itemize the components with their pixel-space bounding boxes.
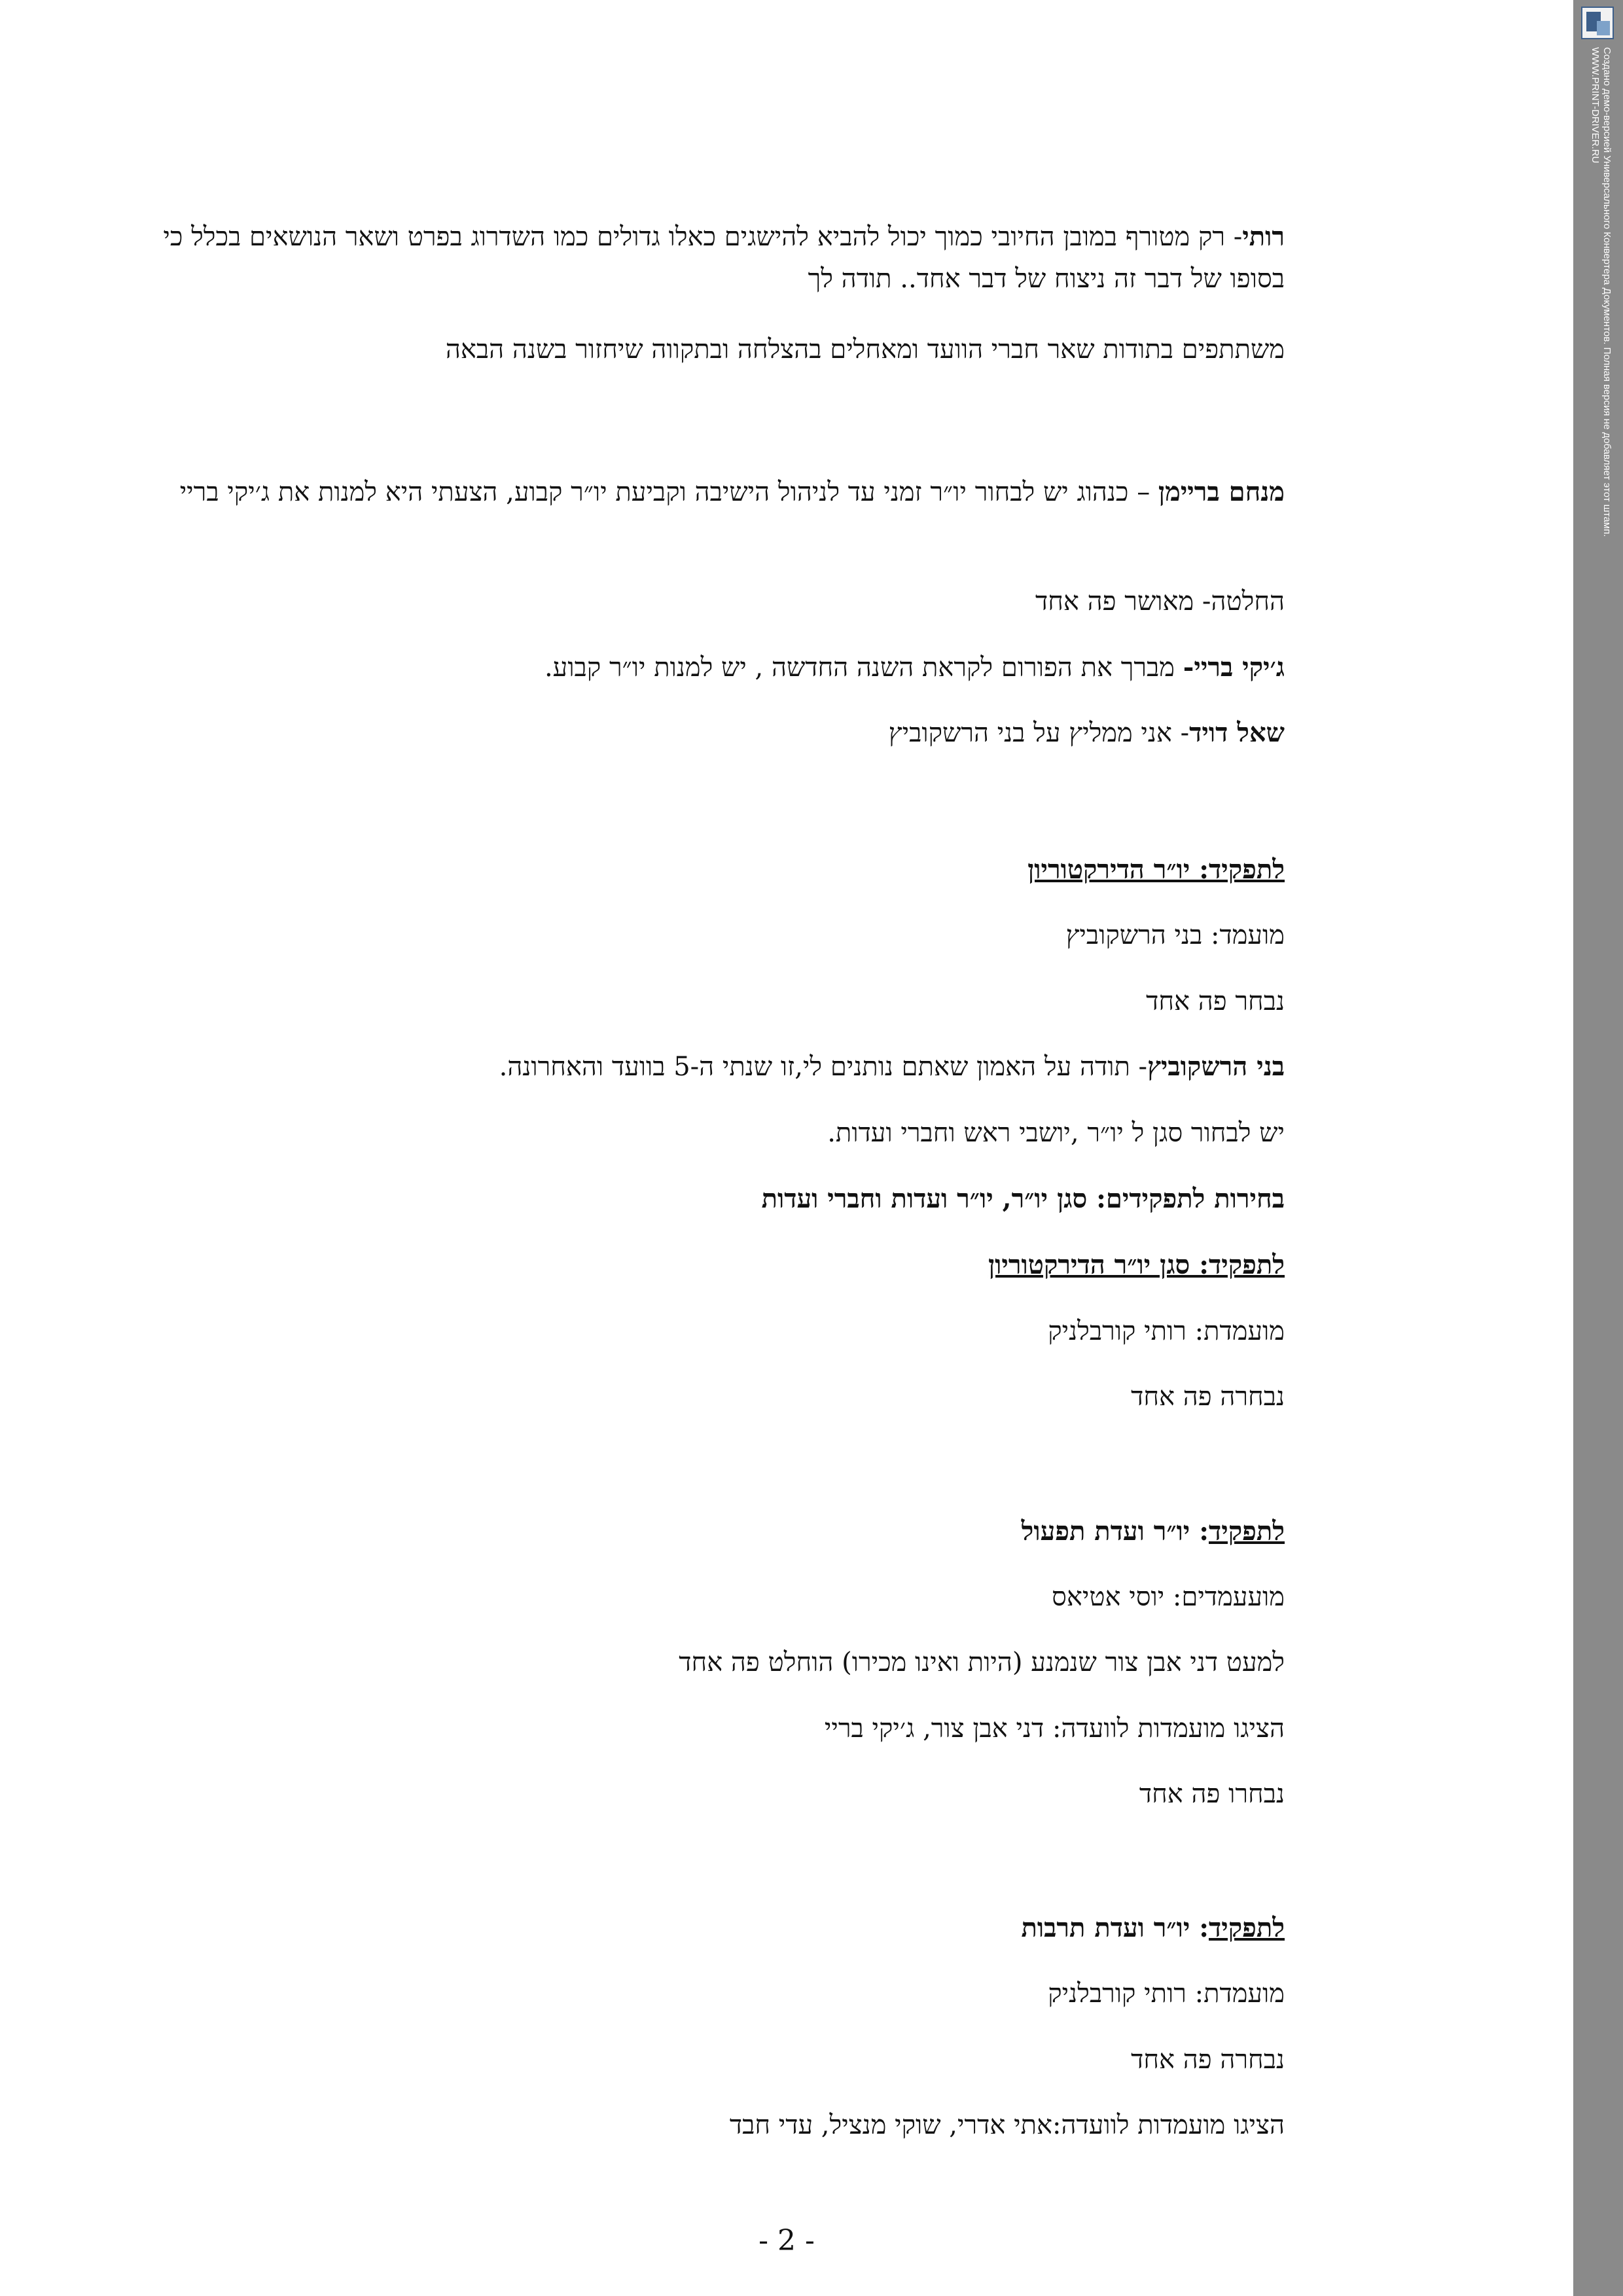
paragraph-culture-candidate: מועמדת: רותי קורבלניק bbox=[1048, 1979, 1285, 2009]
speaker-name: מנחם בריימן bbox=[1158, 476, 1285, 507]
paragraph-decision: החלטה- מאושר פה אחד bbox=[1035, 586, 1285, 617]
paragraph-ops-abstain: למעט דני אבן צור שנמנע (היות ואינו מכירו) הוחלט פה אחד bbox=[679, 1647, 1285, 1677]
paragraph-culture-committee: הציגו מועמדות לוועדה:אתי אדרי, שוקי מנציל, עדי חבד bbox=[729, 2110, 1285, 2140]
paragraph-jiki bbox=[544, 652, 1285, 683]
paragraph-benny bbox=[499, 1051, 1285, 1083]
paragraph-deputy-candidate: מועמדת: רותי קורבלניק bbox=[1048, 1316, 1285, 1346]
converter-logo-icon bbox=[1581, 7, 1614, 39]
watermark-line: Создано демо-версией Универсального Конвертера Документов. Полная версия не добавляет этот штамп. bbox=[1601, 47, 1613, 537]
paragraph-ruti bbox=[107, 216, 1285, 300]
paragraph-text: - רק מטורף במובן החיובי כמוך יכול להביא להישגים כאלו גדולים כמו השדרוג בפרט ושאר הנושאים בכלל כי בסופו של דבר זה ניצוח של דבר אחד.. תודה לך bbox=[163, 222, 1285, 294]
watermark-url: WWW.PRINT-DRIVER.RU bbox=[1590, 47, 1601, 164]
paragraph-david bbox=[889, 717, 1285, 749]
heading-elections: בחירות לתפקידים: סגן יו״ר, יו״ר ועדות וחברי ועדות bbox=[761, 1183, 1285, 1214]
paragraph-ops-elected: נבחרו פה אחד bbox=[1139, 1779, 1285, 1809]
paragraph-menachem bbox=[107, 471, 1285, 513]
paragraph-text: מברך את הפורום לקראת השנה החדשה , יש למנות יו״ר קבוע. bbox=[544, 653, 1183, 683]
heading-chairman-role: לתפקיד: יו״ר הדירקטוריון bbox=[1027, 854, 1285, 885]
paragraph-text: - אני ממליץ על בני הרשקוביץ bbox=[888, 718, 1190, 748]
heading-culture-role bbox=[1021, 1912, 1285, 1944]
paragraph-candidate: מועמד: בני הרשקוביץ bbox=[1065, 920, 1285, 950]
paragraph-thanks: משתתפים בתודות שאר חברי הוועד ומאחלים בהצלחה ובתקווה שיחזור בשנה הבאה bbox=[445, 334, 1285, 365]
speaker-name: ג׳יקי בריי- bbox=[1183, 652, 1285, 683]
heading-operations-role bbox=[1022, 1516, 1285, 1547]
paragraph-deputy-note: יש לבחור סגן ל יו״ר ,יושבי ראש וחברי ועדות. bbox=[827, 1118, 1285, 1148]
page-number: - 2 - bbox=[758, 2224, 815, 2257]
paragraph-ops-candidates: מועעמדים: יוסי אטיאס bbox=[1052, 1582, 1285, 1612]
speaker-name: רותי bbox=[1242, 221, 1285, 252]
paragraph-text: - תודה על האמון שאתם נותנים לי,זו שנתי ה-5 בוועד והאחרונה. bbox=[499, 1052, 1148, 1082]
heading-deputy-role: לתפקיד: סגן יו״ר הדירקטוריון bbox=[988, 1249, 1285, 1280]
heading-label: לתפקיד bbox=[1209, 1912, 1285, 1943]
paragraph-elected: נבחר פה אחד bbox=[1146, 986, 1285, 1016]
speaker-name: שאל דויד bbox=[1189, 717, 1285, 748]
paragraph-ops-committee: הציגו מועמדות לוועדה: דני אבן צור, ג׳יקי בריי bbox=[824, 1713, 1285, 1744]
watermark-text bbox=[1589, 47, 1613, 537]
paragraph-text: – כנהוג יש לבחור יו״ר זמני עד לניהול הישיבה וקביעת יו״ר קבוע, הצעתי היא למנות את ג׳יקי בריי bbox=[179, 477, 1158, 507]
heading-rest: : יו״ר ועדת תפעול bbox=[1021, 1516, 1209, 1547]
heading-rest: : יו״ר ועדת תרבות bbox=[1021, 1912, 1209, 1943]
heading-label: לתפקיד bbox=[1209, 1516, 1285, 1547]
speaker-name: בני הרשקוביץ bbox=[1147, 1051, 1285, 1082]
converter-watermark-bar bbox=[1573, 0, 1623, 2296]
paragraph-culture-elected: נבחרה פה אחד bbox=[1131, 2045, 1285, 2075]
paragraph-deputy-elected: נבחרה פה אחד bbox=[1131, 1382, 1285, 1412]
